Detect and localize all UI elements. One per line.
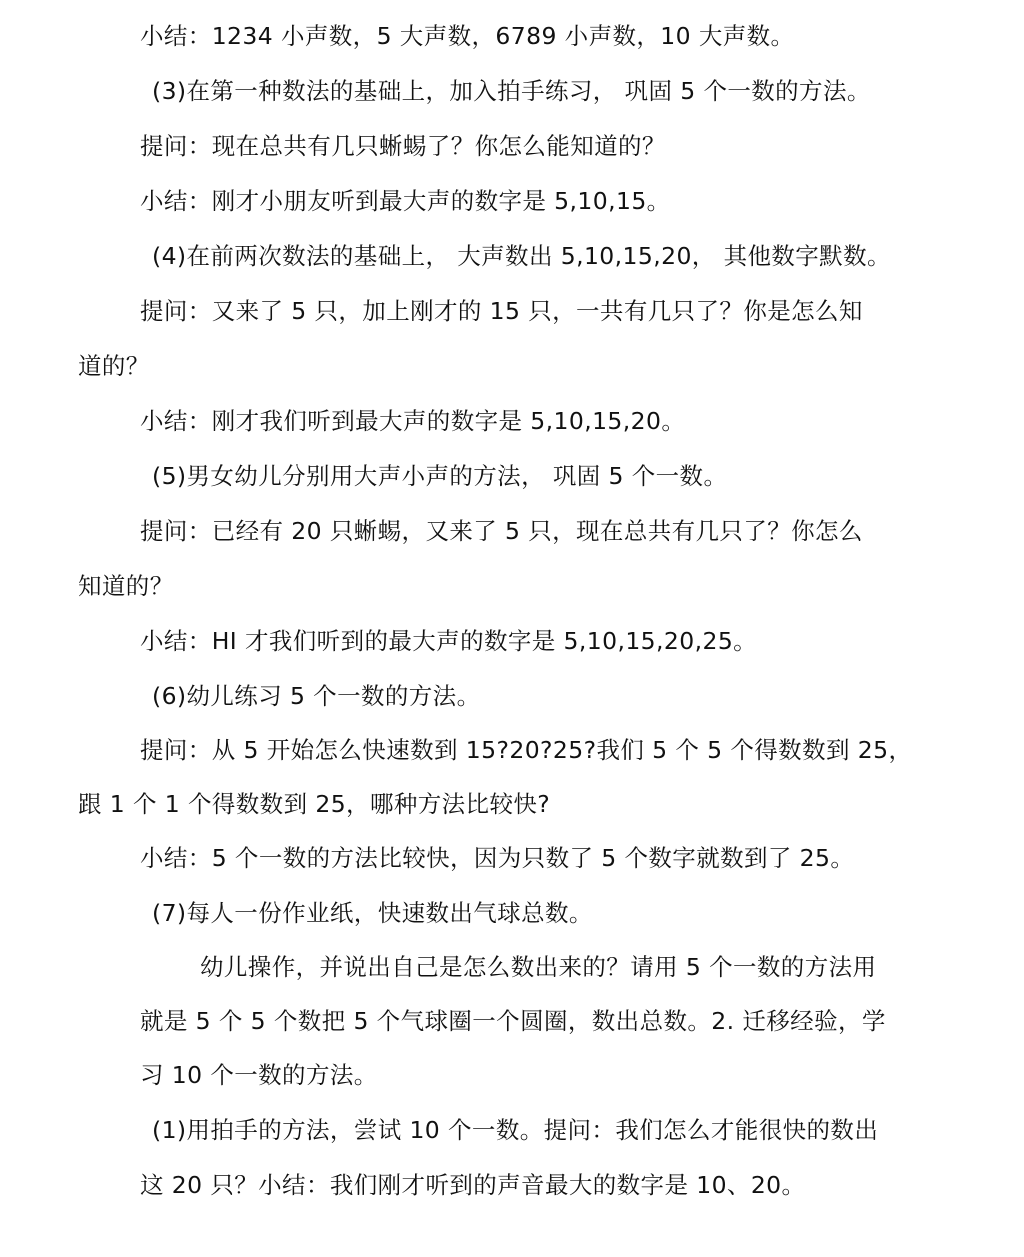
step-7-line: (7)每人一份作业纸，快速数出气球总数。 (152, 899, 593, 927)
question-line-2: 提问：又来了 5 只，加上刚才的 15 只，一共有几只了？你是怎么知 (140, 297, 863, 325)
step-1-line-cont: 这 20 只？小结：我们刚才听到的声音最大的数字是 10、20。 (140, 1171, 806, 1199)
step-6-line: (6)幼儿练习 5 个一数的方法。 (152, 682, 481, 710)
step-3-line: (3)在第一种数法的基础上，加入拍手练习， 巩固 5 个一数的方法。 (152, 77, 871, 105)
summary-line-2: 小结：刚才小朋友听到最大声的数字是 5,10,15。 (140, 187, 671, 215)
question-line-1: 提问：现在总共有几只蜥蜴了？你怎么能知道的？ (140, 132, 666, 160)
summary-line-5: 小结：5 个一数的方法比较快，因为只数了 5 个数字就数到了 25。 (140, 844, 855, 872)
question-line-3-cont: 知道的？ (78, 572, 174, 600)
summary-line-4: 小结：HI 才我们听到的最大声的数字是 5,10,15,20,25。 (140, 627, 758, 655)
operation-line-3: 习 10 个一数的方法。 (140, 1061, 378, 1089)
step-1-line: (1)用拍手的方法，尝试 10 个一数。提问：我们怎么才能很快的数出 (152, 1116, 879, 1144)
operation-line-2: 就是 5 个 5 个数把 5 个气球圈一个圆圈，数出总数。2. 迁移经验，学 (140, 1007, 886, 1035)
operation-line-1: 幼儿操作，并说出自己是怎么数出来的？请用 5 个一数的方法用 (200, 953, 877, 981)
summary-line-3: 小结：刚才我们听到最大声的数字是 5,10,15,20。 (140, 407, 686, 435)
question-line-3: 提问：已经有 20 只蜥蜴，又来了 5 只，现在总共有几只了？你怎么 (140, 517, 863, 545)
step-5-line: (5)男女幼儿分别用大声小声的方法， 巩固 5 个一数。 (152, 462, 728, 490)
step-4-line: (4)在前两次数法的基础上， 大声数出 5,10,15,20， 其他数字默数。 (152, 242, 891, 270)
question-line-2-cont: 道的？ (78, 352, 150, 380)
question-line-4: 提问：从 5 开始怎么快速数到 15?20?25?我们 5 个 5 个得数数到 25， (140, 736, 913, 764)
summary-line-1: 小结：1234 小声数，5 大声数，6789 小声数，10 大声数。 (140, 22, 795, 50)
question-line-4-cont: 跟 1 个 1 个得数数到 25，哪种方法比较快? (78, 790, 551, 818)
